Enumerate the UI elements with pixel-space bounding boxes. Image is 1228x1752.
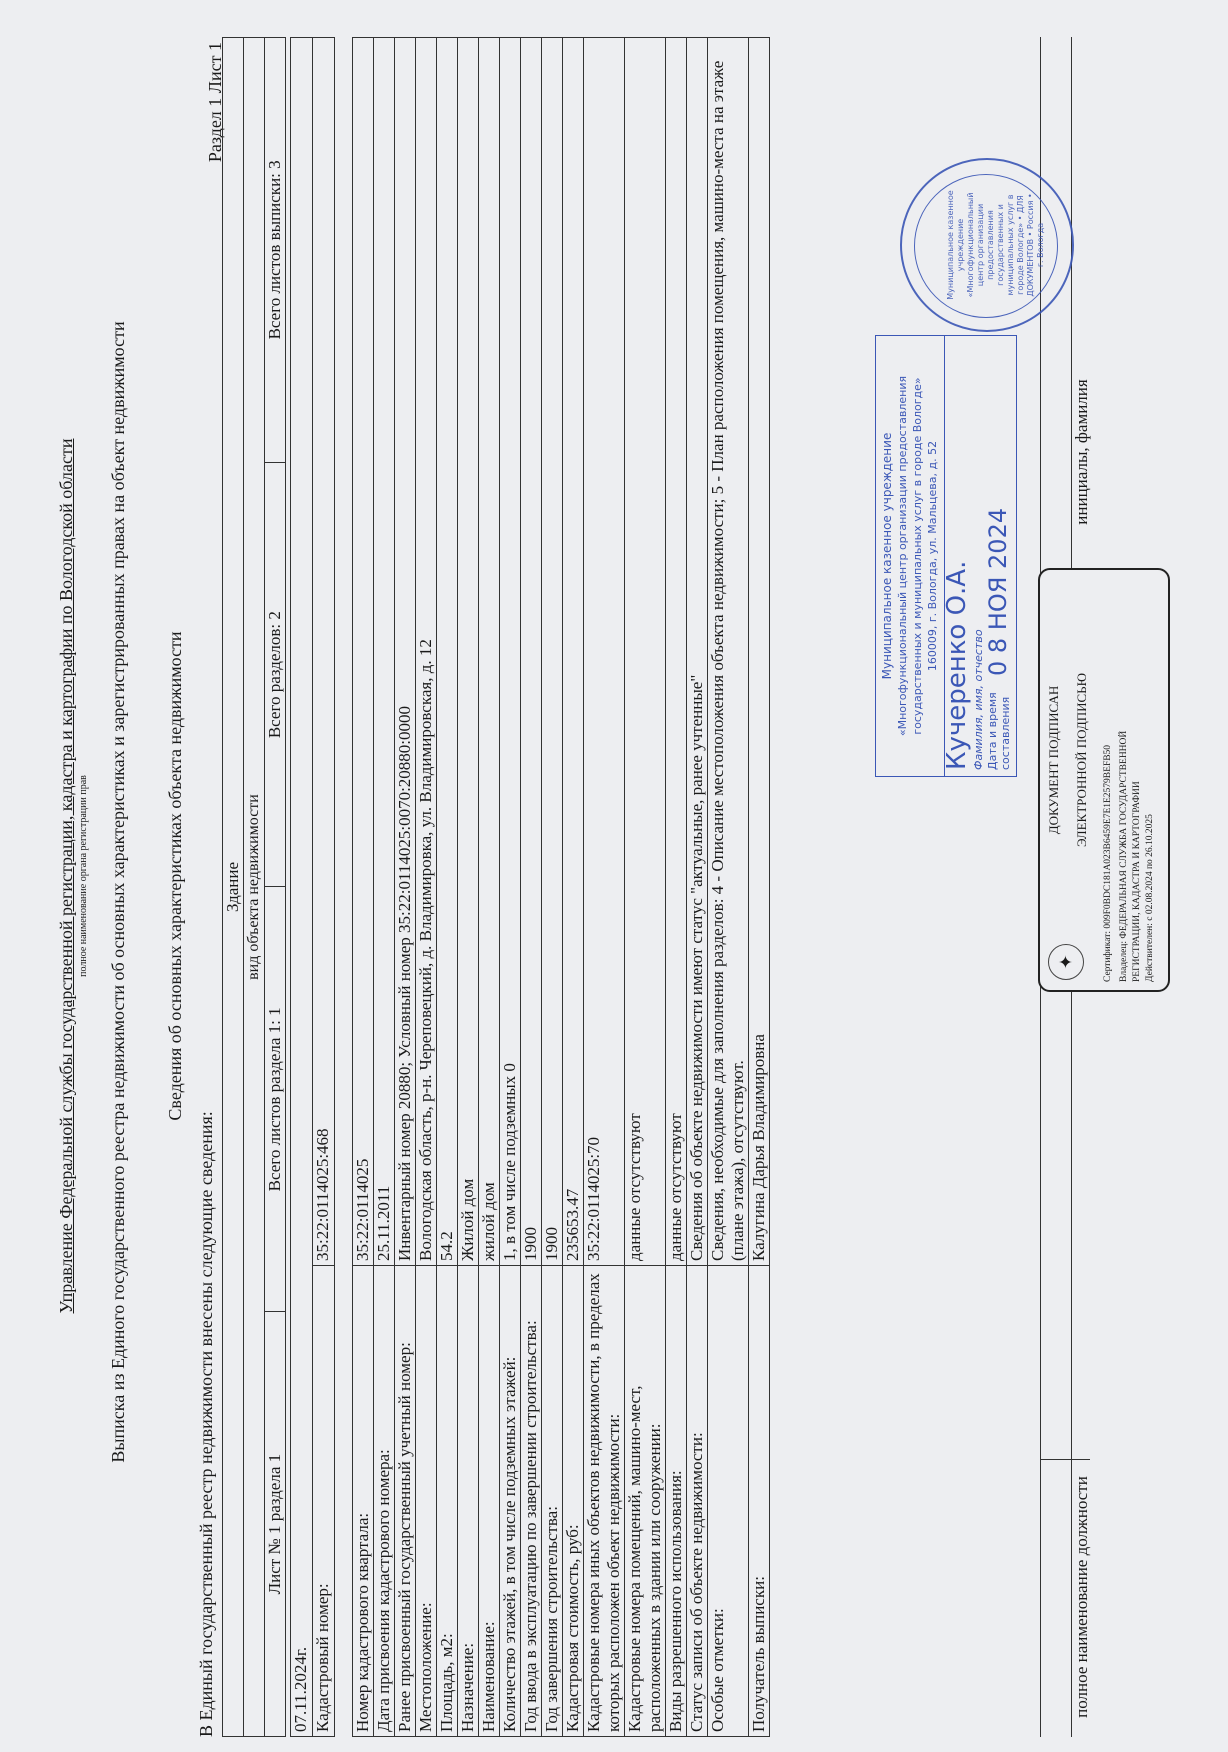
characteristic-value: 35:22:0114025 [353,38,374,1266]
characteristic-row [584,38,625,1737]
signed-line-1: ДОКУМЕНТ ПОДПИСАН [1046,685,1061,835]
characteristic-label: Статус записи об объекте недвижимости: [687,1266,708,1737]
characteristic-label: Особые отметки: [708,1266,749,1737]
characteristic-label: Ранее присвоенный государственный учетный номер: [395,1266,416,1737]
extract-date: 07.11.2024г. [291,38,313,1737]
stamp-org-2: «Многофункциональный центр организации предоставления [896,375,909,737]
characteristic-value: 235653.47 [563,38,584,1266]
stamp-org-4: 160009, г. Вологда, ул. Мальцева, д. 52 [926,440,939,672]
certificate: Сертификат: 009F0BDC181A023B6459E7E1E2579BEFB50 [1103,744,1113,982]
characteristics-table [352,37,770,1737]
stamp-date: 0 8 НОЯ 2024 [984,507,1012,676]
intro-text: В Единый государственный реестр недвижимости внесены следующие сведения: [196,1111,216,1737]
stamp-name-caption: Фамилия, имя, отчество [972,629,985,770]
characteristic-label: Кадастровые номера иных объектов недвижимости, в пределах которых расположен объект недвижимости: [584,1266,625,1737]
characteristic-value: Сведения об объекте недвижимости имеют статус "актуальные, ранее учтенные" [687,38,708,1266]
characteristic-row [437,38,458,1737]
characteristic-value: Сведения, необходимые для заполнения разделов: 4 - Описание местоположения объекта недвижимости; 5 - План расположения помещения, машино-места на этаже (плане этажа), отсутствуют. [708,38,749,1266]
signed-line-2: ЭЛЕКТРОННОЙ ПОДПИСЬЮ [1074,673,1089,847]
object-type-caption: вид объекта недвижимости [244,38,265,1737]
agency-name: Управление Федеральной службы государственной регистрации, кадастра и картографии по Вологодской области [56,438,76,1314]
characteristic-row [708,38,749,1737]
characteristic-row [749,38,770,1737]
sheets-total: Всего листов выписки: 3 [265,38,286,463]
round-seal [900,158,1074,332]
characteristic-row [666,38,687,1737]
characteristic-label: Площадь, м2: [437,1266,458,1737]
object-type: Здание [223,38,244,1737]
certificate-owner: Владелец: ФЕДЕРАЛЬНАЯ СЛУЖБА ГОСУДАРСТВЕННОЙ [1119,730,1129,982]
characteristic-label: Назначение: [458,1266,479,1737]
stamp-org-1: Муниципальное казенное учреждение [880,432,894,680]
certificate-owner-2: РЕГИСТРАЦИИ, КАДАСТРА И КАРТОГРАФИИ [1132,781,1142,982]
characteristic-row [395,38,416,1737]
characteristic-label: Количество этажей, в том числе подземных этажей: [500,1266,521,1737]
characteristic-label: Кадастровая стоимость, руб: [563,1266,584,1737]
sheets-in-section: Всего листов раздела 1: 1 [265,887,286,1312]
cadastral-number-label: Кадастровый номер: [313,1266,335,1737]
characteristic-label: Получатель выписки: [749,1266,770,1737]
cadastral-number-value: 35:22:0114025:468 [313,38,335,1266]
characteristic-value: Инвентарный номер 20880; Условный номер 35:22:0114025:0070:20880:0000 [395,38,416,1266]
characteristic-row [500,38,521,1737]
date-cadastral-table [290,37,335,1737]
agency-caption: полное наименование органа регистрации прав [78,775,89,977]
characteristic-row [479,38,500,1737]
sheet-number: Лист № 1 раздела 1 [265,1312,286,1737]
characteristic-label: Кадастровые номера помещений, машино-мест, расположенных в здании или сооружении: [625,1266,666,1737]
characteristic-value: 54.2 [437,38,458,1266]
characteristic-value: Вологодская область, р-н. Череповецкий, д. Владимировка, ул. Владимировская, д. 12 [416,38,437,1266]
characteristic-row [687,38,708,1737]
characteristic-value: 25.11.2011 [374,38,395,1266]
e-signature-box [1038,568,1170,992]
characteristic-value: жилой дом [479,38,500,1266]
initials-caption: инициалы, фамилия [1072,379,1091,525]
characteristic-row [563,38,584,1737]
emblem-icon: ✦ [1048,944,1084,980]
characteristic-label: Дата присвоения кадастрового номера: [374,1266,395,1737]
certificate-validity: Действителен: с 02.08.2024 по 26.10.2025 [1145,814,1155,982]
characteristic-row [625,38,666,1737]
characteristic-row [416,38,437,1737]
section-title: Сведения об основных характеристиках объекта недвижимости [165,631,185,1121]
characteristic-label: Год ввода в эксплуатацию по завершении строительства: [521,1266,542,1737]
divider [1040,1459,1090,1460]
characteristic-row [542,38,563,1737]
position-caption: полное наименование должности [1072,1476,1091,1718]
stamp-name: Кучеренко О.А. [942,560,972,770]
characteristic-row [521,38,542,1737]
characteristic-row [458,38,479,1737]
stamp-date-label: Дата и время составления [986,692,1012,770]
header-table [222,37,286,1737]
characteristic-value: 1900 [521,38,542,1266]
section-reference: Раздел 1 Лист 1 [205,42,225,163]
stamp-org-3: государственных и муниципальных услуг в городе Вологде» [911,377,924,735]
characteristic-value: 1900 [542,38,563,1266]
characteristic-label: Местоположение: [416,1266,437,1737]
characteristic-value: Калугина Дарья Владимировна [749,38,770,1266]
characteristic-label: Номер кадастрового квартала: [353,1266,374,1737]
mfc-stamp [875,335,1017,777]
sections-total: Всего разделов: 2 [265,462,286,887]
characteristic-value: данные отсутствуют [625,38,666,1266]
document-title: Выписка из Единого государственного реестра недвижимости об основных характеристиках и зарегистрированных правах на объект недвижимости [108,321,128,1463]
characteristic-row [374,38,395,1737]
characteristic-row [353,38,374,1737]
characteristic-value: данные отсутствуют [666,38,687,1266]
characteristic-label: Наименование: [479,1266,500,1737]
round-seal-text: Муниципальное казенное учреждение «Многофункциональный центр организации предоставления государственных и муниципальных услуг в городе Вологде» • ДЛЯ ДОКУМЕНТОВ • Россия • г. Вологда [946,190,1045,300]
characteristic-value: 35:22:0114025:70 [584,38,625,1266]
characteristic-label: Виды разрешенного использования: [666,1266,687,1737]
characteristic-value: 1, в том числе подземных 0 [500,38,521,1266]
characteristic-label: Год завершения строительства: [542,1266,563,1737]
characteristic-value: Жилой дом [458,38,479,1266]
